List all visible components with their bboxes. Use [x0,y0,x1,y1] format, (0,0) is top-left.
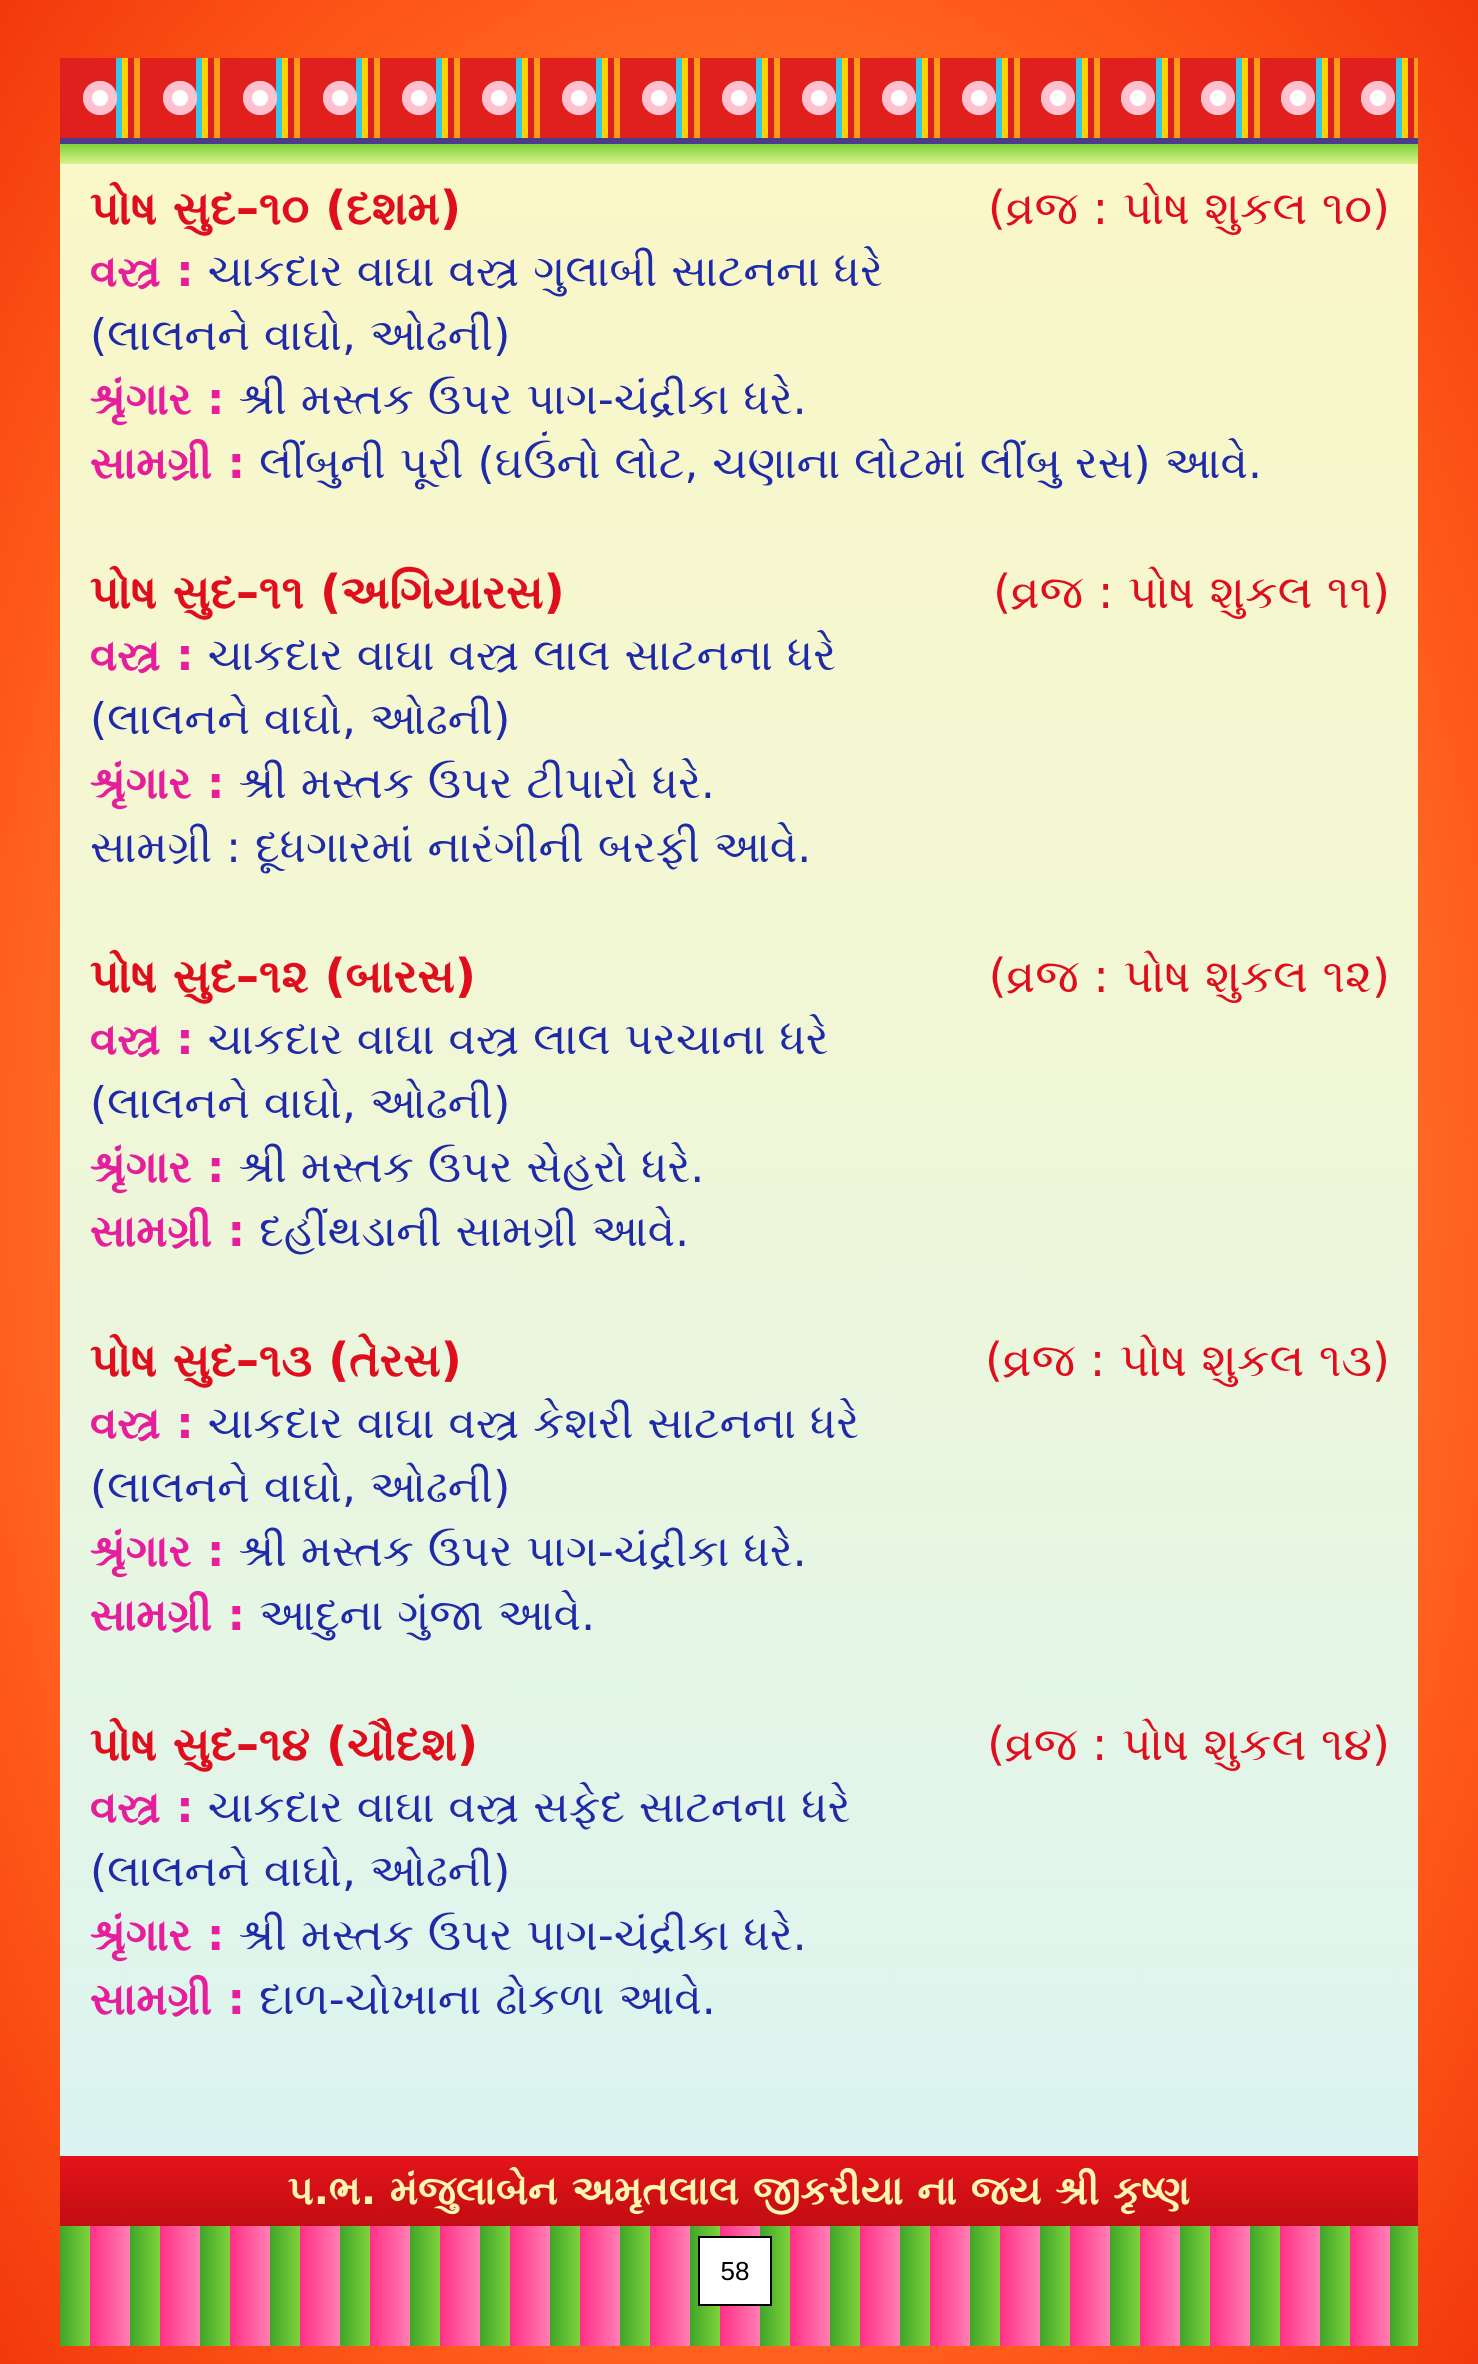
vastra-text: ચાકદાર વાઘા વસ્ત્ર લાલ પરચાના ધરે [207,1014,829,1065]
flower-icon [639,78,679,118]
samagri-label: સામગ્રી : [90,1590,246,1641]
samagri-text: દૂધગારમાં નારંગીની બરફી આવે. [255,822,812,873]
attire-note: (લાલનને વાઘો, ઓઢની) [90,1846,511,1897]
samagri-line [90,816,1390,880]
vraj-date: (વ્રજ : પોષ શુકલ ૧૧) [993,565,1390,619]
shringar-label: શ્રૃંગાર : [90,758,225,809]
day-section [90,560,1390,880]
samagri-text: દહીંથડાની સામગ્રી આવે. [259,1206,690,1257]
decorative-green-band [60,144,1418,164]
decorative-top-border [60,58,1418,144]
flower-icon [879,78,919,118]
section-title: પોષ સુદ–૧૦ (દશમ) [90,181,462,235]
vraj-date: (વ્રજ : પોષ શુકલ ૧૦) [987,181,1390,235]
samagri-label: સામગ્રી : [90,1974,246,2025]
vraj-date: (વ્રજ : પોષ શુકલ ૧૪) [987,1717,1390,1771]
vastra-label: વસ્ત્ર : [90,1782,194,1833]
section-header [90,560,1390,624]
vastra-line [90,624,1390,688]
vastra-line [90,1392,1390,1456]
footer-dedication: પ.ભ. મંજુલાબેન અમૃતલાલ જીકરીયા ના જય શ્રી કૃષ્ણ [60,2156,1418,2226]
shringar-line [90,1904,1390,1968]
vastra-label: વસ્ત્ર : [90,1014,194,1065]
attire-note: (લાલનને વાઘો, ઓઢની) [90,310,511,361]
vastra-line [90,240,1390,304]
samagri-line [90,1968,1390,2032]
vastra-label: વસ્ત્ર : [90,630,194,681]
shringar-line [90,752,1390,816]
section-title: પોષ સુદ–૧૨ (બારસ) [90,949,476,1003]
day-section [90,944,1390,1264]
shringar-text: શ્રી મસ્તક ઉપર પાગ-ચંદ્રીકા ધરે. [238,374,807,425]
attire-note: (લાલનને વાઘો, ઓઢની) [90,694,511,745]
vraj-date: (વ્રજ : પોષ શુકલ ૧૩) [984,1333,1390,1387]
vastra-text: ચાકદાર વાઘા વસ્ત્ર સફેદ સાટનના ધરે [207,1782,851,1833]
vastra-line [90,1776,1390,1840]
flower-icon [719,78,759,118]
flower-icon [1278,78,1318,118]
attire-note: (લાલનને વાઘો, ઓઢની) [90,1078,511,1129]
section-header [90,1328,1390,1392]
vraj-date: (વ્રજ : પોષ શુકલ ૧૨) [988,949,1390,1003]
vastra-text: ચાકદાર વાઘા વસ્ત્ર લાલ સાટનના ધરે [207,630,837,681]
vastra-label: વસ્ત્ર : [90,246,194,297]
vastra-line [90,1008,1390,1072]
day-section [90,1712,1390,2032]
section-title: પોષ સુદ–૧૪ (ચૌદશ) [90,1717,478,1771]
vastra-text: ચાકદાર વાઘા વસ્ત્ર ગુલાબી સાટનના ધરે [207,246,883,297]
section-title: પોષ સુદ–૧૧ (અગિયારસ) [90,565,565,619]
shringar-line [90,1520,1390,1584]
samagri-text: લીંબુની પૂરી (ઘઉંનો લોટ, ચણાના લોટમાં લીંબુ રસ) આવે. [259,438,1262,489]
samagri-label: સામગ્રી : [90,1206,246,1257]
section-header [90,944,1390,1008]
flower-icon [799,78,839,118]
shringar-text: શ્રી મસ્તક ઉપર ટીપારો ધરે. [238,758,715,809]
flower-icon [320,78,360,118]
flower-icon [959,78,999,118]
shringar-text: શ્રી મસ્તક ઉપર સેહરો ધરે. [238,1142,705,1193]
content-area [90,176,1390,2096]
shringar-line [90,1136,1390,1200]
section-header [90,1712,1390,1776]
section-header [90,176,1390,240]
shringar-label: શ્રૃંગાર : [90,1142,225,1193]
shringar-text: શ્રી મસ્તક ઉપર પાગ-ચંદ્રીકા ધરે. [238,1910,807,1961]
samagri-label: સામગ્રી : [90,822,241,873]
flower-icon [1358,78,1398,118]
samagri-text: દાળ-ચોખાના ઢોકળા આવે. [259,1974,716,2025]
flower-icon [479,78,519,118]
samagri-line [90,1584,1390,1648]
flower-icon [1198,78,1238,118]
vastra-label: વસ્ત્ર : [90,1398,194,1449]
shringar-label: શ્રૃંગાર : [90,1526,225,1577]
page-number: 58 [698,2236,772,2306]
attire-note: (લાલનને વાઘો, ઓઢની) [90,1462,511,1513]
section-title: પોષ સુદ–૧૩ (તેરસ) [90,1333,462,1387]
shringar-label: શ્રૃંગાર : [90,374,225,425]
flower-icon [240,78,280,118]
flower-icon [399,78,439,118]
shringar-text: શ્રી મસ્તક ઉપર પાગ-ચંદ્રીકા ધરે. [238,1526,807,1577]
flower-icon [160,78,200,118]
shringar-label: શ્રૃંગાર : [90,1910,225,1961]
flower-icon [1038,78,1078,118]
page-sheet [60,58,1418,2286]
flower-icon [1118,78,1158,118]
day-section [90,176,1390,496]
shringar-line [90,368,1390,432]
vastra-text: ચાકદાર વાઘા વસ્ત્ર કેશરી સાટનના ધરે [207,1398,860,1449]
samagri-text: આદુના ગુંજા આવે. [259,1590,596,1641]
samagri-line [90,1200,1390,1264]
samagri-line [90,432,1390,496]
flower-icon [80,78,120,118]
day-section [90,1328,1390,1648]
samagri-label: સામગ્રી : [90,438,246,489]
flower-icon [559,78,599,118]
